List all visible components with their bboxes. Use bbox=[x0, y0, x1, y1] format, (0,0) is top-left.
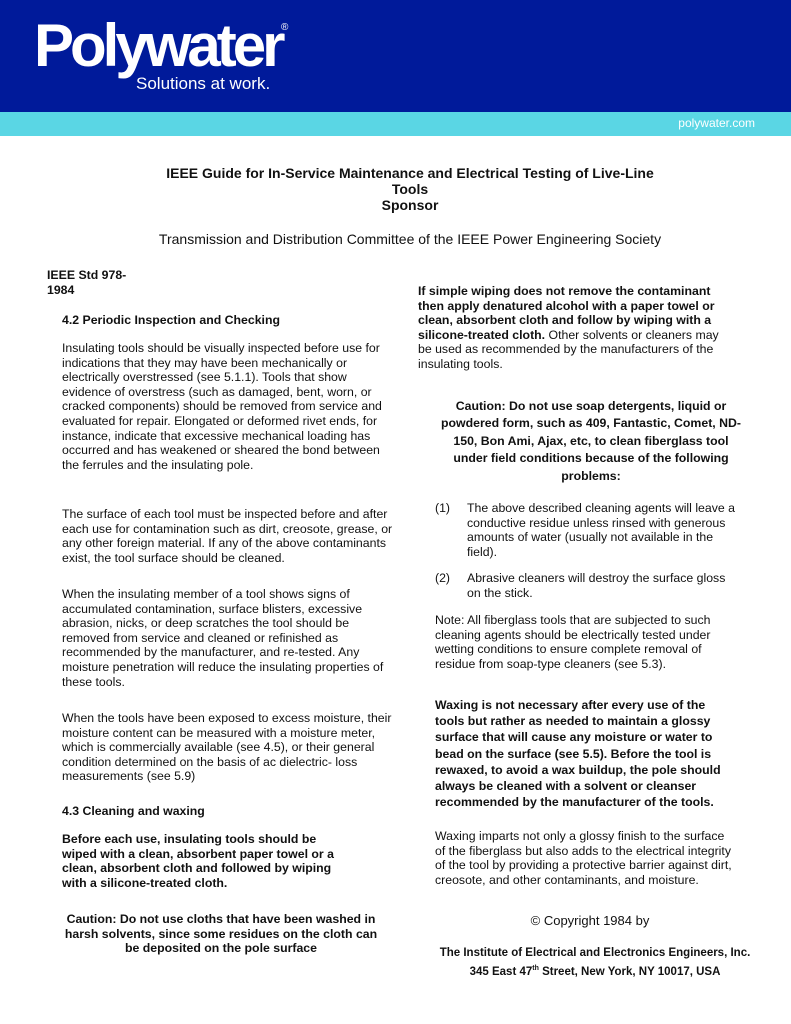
paragraph bbox=[418, 284, 723, 372]
note: Note: All fiberglass tools that are subjected to such cleaning agents should be electrically tested under wetting conditions to ensure complete removal of residue from soap-type cleaners (see 5.3). bbox=[435, 613, 711, 671]
title-line: Tools bbox=[391, 181, 429, 197]
title-line: IEEE Guide for In-Service Maintenance and Electrical Testing of Live-Line bbox=[166, 165, 654, 181]
copyright: © Copyright 1984 by bbox=[530, 913, 650, 928]
paragraph: Insulating tools should be visually inspected before use for indications that they may have been mechanically or electrically overstressed (see 5.1.1). Tools that show evidence of overstress (such as damaged, bent, worn, or cracked components) should be removed from service and evaluated for repair. Elongated or deformed rivet ends, for instance, indicate that excessive mechanical loading has occurred and has weakened or sheared the bond between the ferrules and the insulating pole. bbox=[62, 341, 382, 472]
address bbox=[410, 962, 780, 979]
list-number: (1) bbox=[435, 501, 451, 515]
list-item: The above described cleaning agents will leave a conductive residue unless rinsed with generous amounts of water (usually not available in the field). bbox=[467, 501, 735, 559]
committee: Transmission and Distribution Committee of the IEEE Power Engineering Society bbox=[158, 231, 662, 247]
paragraph: Waxing imparts not only a glossy finish to the surface of the fiberglass but also adds to the electrical integrity of the tool by providing a protective barrier against dirt, creosote, and other contaminants, and moisture. bbox=[435, 829, 732, 887]
paragraph-bold: Waxing is not necessary after every use of the tools but rather as needed to maintain a glossy surface that will cause any moisture or water to bead on the surface (see 5.5). Before the tool is rewaxed, to avoid a wax buildup, the pole should always be cleaned with a solvent or cleanser recommended by the manufacturer of the tools. bbox=[435, 698, 721, 810]
header-band bbox=[0, 112, 791, 136]
caution-note: Caution: Do not use soap detergents, liquid or powdered form, such as 409, Fantastic, Comet, ND-150, Bon Ami, Ajax, etc, to clean fiberglass tool under field conditions because of the following problems: bbox=[441, 399, 741, 483]
document-title bbox=[130, 165, 690, 213]
address-text: 345 East 47 bbox=[469, 965, 533, 978]
bold-text: If simple wiping does not remove the contaminant then apply denatured alcohol with a paper towel or clean, absorbent cloth and follow by wiping with a silicone-treated cloth. bbox=[418, 284, 715, 342]
title-line: Sponsor bbox=[381, 197, 439, 213]
paragraph: When the tools have been exposed to excess moisture, their moisture content can be measured with a moisture meter, which is commercially available (see 4.5), or their general condition determined on the basis of ac dielectric- loss measurements (see 5.9) bbox=[62, 711, 392, 784]
tagline: Solutions at work. bbox=[136, 74, 271, 93]
caution-note: Caution: Do not use cloths that have been washed in harsh solvents, since some residues on the cloth can be deposited on the pole surface bbox=[64, 912, 378, 956]
list-item: Abrasive cleaners will destroy the surface gloss on the stick. bbox=[467, 571, 726, 600]
publisher: The Institute of Electrical and Electronics Engineers, Inc. bbox=[439, 947, 751, 959]
superscript: th bbox=[532, 965, 539, 972]
text: Other solvents or cleaners may be used as recommended by the manufacturers of the insulating tools. bbox=[418, 327, 719, 371]
paragraph: The surface of each tool must be inspected before and after each use for contamination such as dirt, creosote, grease, or any other foreign material. If any of the above contaminants exist, the tool surface should be cleaned. bbox=[62, 507, 393, 565]
std-number: IEEE Std 978- 1984 bbox=[47, 268, 127, 297]
paragraph: When the insulating member of a tool shows signs of accumulated contamination, surface blisters, excessive abrasion, nicks, or deep scratches the tool should be removed from service and cleaned or refinished as recommended by the manufacturer, and re-tested. Any moisture penetration will reduce the insulating properties of these tools. bbox=[62, 587, 384, 689]
address-text: Street, New York, NY 10017, USA bbox=[538, 965, 721, 978]
registered-mark: ® bbox=[281, 22, 289, 33]
website-link[interactable]: polywater.com bbox=[678, 116, 755, 130]
polywater-logo: Polywater bbox=[34, 12, 282, 79]
paragraph-bold: Before each use, insulating tools should be wiped with a clean, absorbent paper towel or a clean, absorbent cloth and followed by wiping with a silicone-treated cloth. bbox=[62, 832, 334, 890]
section-4-2-heading: 4.2 Periodic Inspection and Checking bbox=[62, 313, 280, 327]
list-number: (2) bbox=[435, 571, 451, 585]
section-4-3-heading: 4.3 Cleaning and waxing bbox=[62, 804, 205, 818]
